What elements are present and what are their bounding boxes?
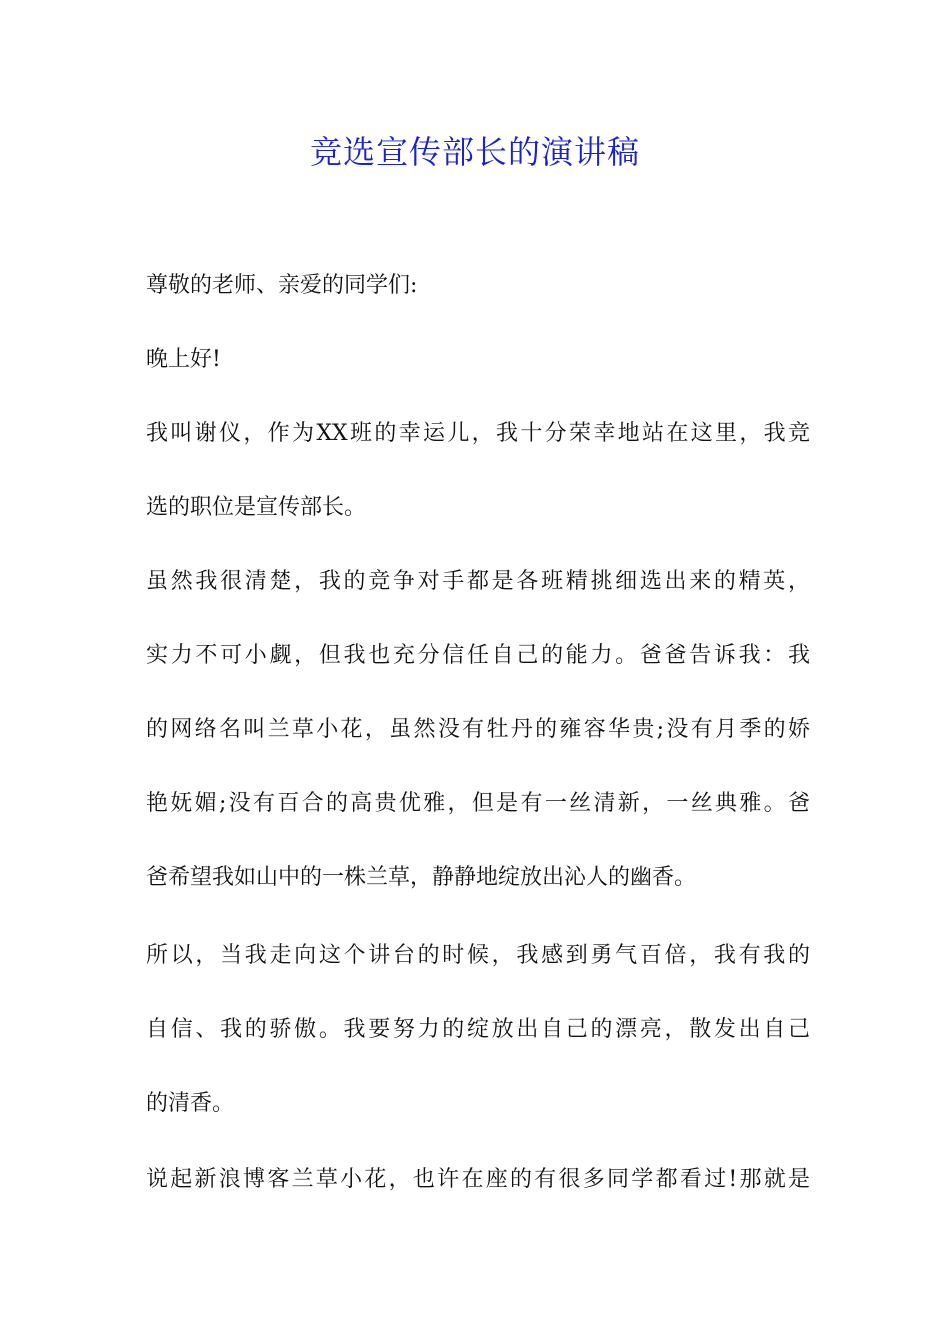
text-line: 晚上好! [146,347,221,372]
text-line: 实力不可小觑，但我也充分信任自己的能力。爸爸告诉我：我 [146,643,810,668]
text-line: 的网络名叫兰草小花，虽然没有牡丹的雍容华贵;没有月季的娇 [146,717,810,742]
text-line: 自信、我的骄傲。我要努力的绽放出自己的漂亮，散发出自己 [146,1017,810,1042]
text-line: 选的职位是宣传部长。 [146,495,367,520]
text-line: 的清香。 [146,1091,235,1116]
text-line: 艳妩媚;没有百合的高贵优雅，但是有一丝清新，一丝典雅。爸 [146,791,810,816]
text-line: 所以，当我走向这个讲台的时候，我感到勇气百倍，我有我的 [146,943,810,968]
text-line: 虽然我很清楚，我的竞争对手都是各班精挑细选出来的精英， [146,569,810,594]
document-title: 竞选宣传部长的演讲稿 [309,133,640,171]
text-line: 尊敬的老师、亲爱的同学们: [146,273,418,298]
text-line: 说起新浪博客兰草小花，也许在座的有很多同学都看过!那就是 [146,1167,810,1192]
text-line: 我叫谢仪，作为XX班的幸运儿，我十分荣幸地站在这里，我竞 [146,421,810,446]
text-line: 爸希望我如山中的一株兰草，静静地绽放出沁人的幽香。 [146,865,697,890]
